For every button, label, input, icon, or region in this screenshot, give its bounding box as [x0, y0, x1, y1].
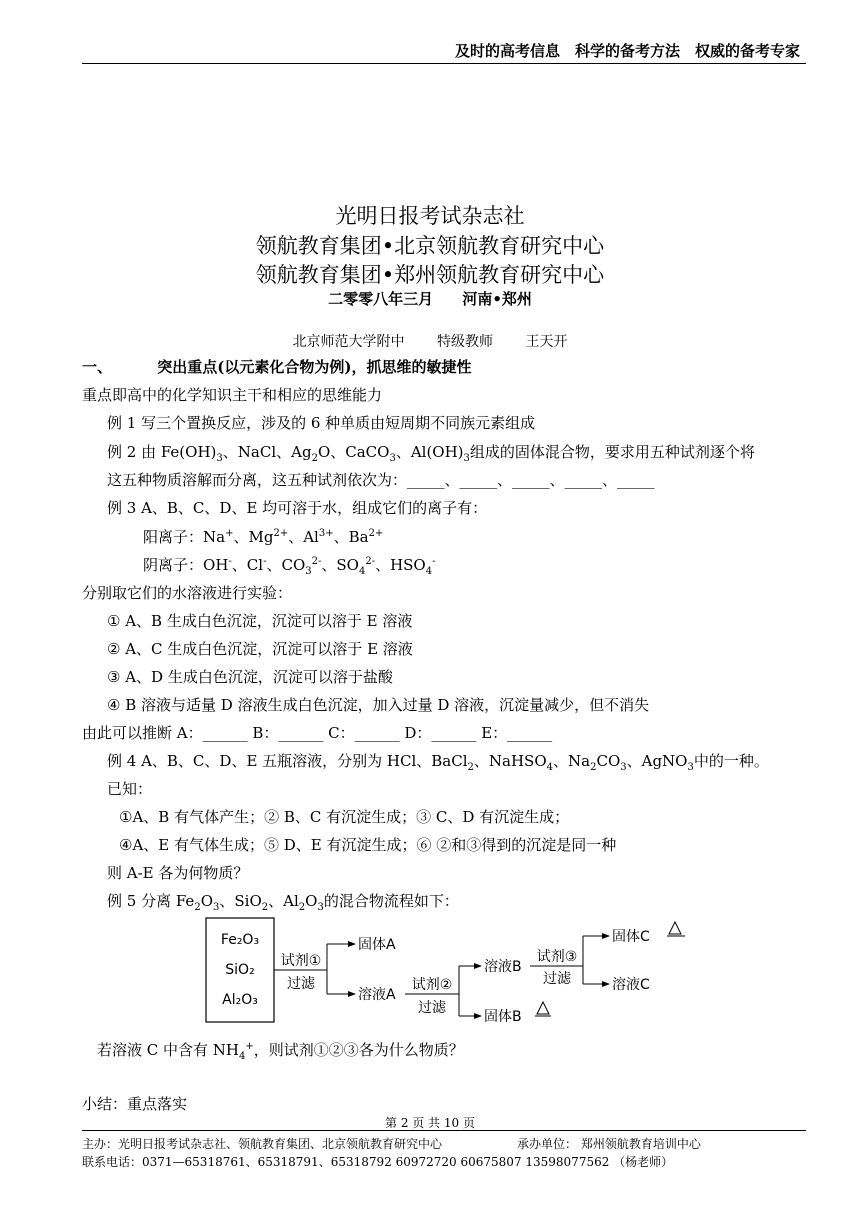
solution-a: 溶液A: [358, 987, 396, 1003]
mixture-sio2: SiO₂: [225, 962, 255, 978]
filter-2: 过滤: [418, 1000, 446, 1016]
experiment-1: ① A、B 生成白色沉淀，沉淀可以溶于 E 溶液: [107, 612, 413, 630]
author-rank: 特级教师: [437, 334, 493, 350]
anion-line: 阴离子：OH-、Cl-、$CO_3^{2-}$、$SO_4^{2-}$、$HSO_4^-$: [143, 556, 436, 577]
solid-b: 固体B: [484, 1009, 522, 1025]
example-4-line-1: 例 4 A、B、C、D、E 五瓶溶液，分别为 HCl、BaCl$_2$、NaHSO$_4$、$Na_2CO_3$、AgNO$_3$中的一种。: [107, 752, 769, 773]
author-name: 王天开: [525, 334, 568, 350]
ex5-a: 例 5 分离 Fe: [107, 892, 195, 910]
example-3-conclusion: 由此可以推断 A：______ B：______ C：______ D：______ E：______: [82, 724, 553, 742]
ex5-e: O: [305, 892, 318, 910]
filter-3: 过滤: [543, 971, 571, 987]
solution-b: 溶液B: [484, 959, 522, 975]
solid-a: 固体A: [358, 937, 396, 953]
filter-1: 过滤: [287, 976, 315, 992]
example-2-line-1: 例 2 由 $Fe(OH)_3$、NaCl、$Ag_2O$、CaCO$_3$、$Al(OH)_3$组成的固体混合物，要求用五种试剂逐个将: [107, 443, 755, 464]
summary: 小结：重点落实: [82, 1095, 188, 1113]
footer-host: 主办：光明日报考试杂志社、领航教育集团、北京领航教育研究中心: [82, 1137, 443, 1151]
ex4-c: 、Na: [553, 752, 591, 770]
experiment-4: ④ B 溶液与适量 D 溶液生成白色沉淀，加入过量 D 溶液，沉淀量减少，但不消失: [107, 696, 650, 714]
ex4-b: 、NaHSO: [473, 752, 547, 770]
title-place: 河南•郑州: [462, 290, 532, 308]
heat-triangle-b: [535, 1002, 551, 1016]
ex5-question-a: 若溶液 C 中含有 NH: [97, 1041, 239, 1059]
example-3-line-1: 例 3 A、B、C、D、E 均可溶于水，组成它们的离子有：: [107, 499, 488, 517]
reagent-1: 试剂①: [280, 953, 322, 969]
solid-c: 固体C: [612, 929, 650, 945]
ex5-c: 、SiO: [219, 892, 262, 910]
experiment-3: ③ A、D 生成白色沉淀，沉淀可以溶于盐酸: [107, 668, 393, 686]
section-title: 突出重点(以元素化合物为例)，抓思维的敏捷性: [157, 358, 472, 376]
title-date-place: [0, 288, 860, 309]
footer-rule: [82, 1130, 806, 1131]
example-4-known: 已知：: [107, 780, 153, 798]
section-heading: [82, 356, 471, 377]
example-2-line-2: 这五种物质溶解而分离，这五种试剂依次为：_____、_____、_____、_____、_____: [107, 471, 655, 489]
example-5-question: 若溶液 C 中含有 $NH_4^+$，则试剂①②③各为什么物质？: [97, 1041, 464, 1062]
header-rule: [82, 63, 806, 64]
footer-phone: 联系电话：0371—65318761、65318791、65318792 60972720 60675807 13598077562 （杨老师）: [82, 1155, 674, 1169]
title-date: 二零零八年三月: [328, 290, 434, 308]
example-5-line-1: 例 5 分离 $Fe_2O_3$、SiO$_2$、$Al_2O_3$的混合物流程如下：: [107, 892, 459, 913]
ex4-f: 中的一种。: [693, 752, 769, 770]
ex2-a: 例 2 由 Fe(OH): [107, 443, 217, 461]
ex2-d: 、Al(OH): [395, 443, 464, 461]
example-4-cond-1: ①A、B 有气体产生；② B、C 有沉淀生成；③ C、D 有沉淀生成；: [119, 808, 570, 826]
header-slogan: 及时的高考信息 科学的备考方法 权威的备考专家: [454, 42, 800, 60]
example-1: 例 1 写三个置换反应，涉及的 6 种单质由短周期不同族元素组成: [107, 414, 536, 432]
ex2-c: O、CaCO: [317, 443, 390, 461]
cation-label: 阳离子：: [143, 528, 204, 546]
example-3-intro: 分别取它们的水溶液进行实验：: [82, 584, 293, 602]
ex2-e: 组成的固体混合物，要求用五种试剂逐个将: [469, 443, 755, 461]
ex5-f: 的混合物流程如下：: [323, 892, 459, 910]
example-4-question: 则 A-E 各为何物质？: [107, 864, 249, 882]
section-number: 一、: [82, 358, 113, 376]
ex5-question-b: ，则试剂①②③各为什么物质？: [253, 1041, 464, 1059]
experiment-2: ② A、C 生成白色沉淀，沉淀可以溶于 E 溶液: [107, 640, 413, 658]
page-number: 第 2 页 共 10 页: [385, 1116, 475, 1130]
title-line-3: 领航教育集团•郑州领航教育研究中心: [255, 263, 605, 287]
example-4-cond-2: ④A、E 有气体生成；⑤ D、E 有沉淀生成；⑥ ②和③得到的沉淀是同一种: [119, 836, 617, 854]
title-line-2: 领航教育集团•北京领航教育研究中心: [255, 234, 605, 258]
title-line-1: 光明日报考试杂志社: [335, 204, 525, 228]
ex5-b: O: [200, 892, 213, 910]
mixture-al2o3: Al₂O₃: [222, 992, 258, 1008]
heat-triangle-c: [667, 922, 685, 936]
anion-label: 阴离子：: [143, 556, 204, 574]
cation-line: 阳离子：Na+、$Mg^{2+}$、$Al^{3+}$、$Ba^{2+}$: [143, 528, 384, 546]
mixture-fe2o3: Fe₂O₃: [220, 932, 260, 948]
footer-organizer: 承办单位： 郑州领航教育培训中心: [517, 1137, 701, 1151]
reagent-3: 试剂③: [536, 949, 578, 965]
ex4-d: CO: [596, 752, 621, 770]
ex4-a: 例 4 A、B、C、D、E 五瓶溶液，分别为 HCl、BaCl: [107, 752, 468, 770]
ex5-d: 、Al: [268, 892, 299, 910]
solution-c: 溶液C: [612, 977, 650, 993]
section-intro: 重点即高中的化学知识主干和相应的思维能力: [82, 386, 383, 404]
separation-flowchart: [205, 916, 705, 1028]
ex4-e: 、AgNO: [626, 752, 688, 770]
author-school: 北京师范大学附中: [292, 334, 405, 350]
ex2-b: 、NaCl、Ag: [222, 443, 312, 461]
author-line: [0, 331, 860, 351]
reagent-2: 试剂②: [411, 977, 453, 993]
